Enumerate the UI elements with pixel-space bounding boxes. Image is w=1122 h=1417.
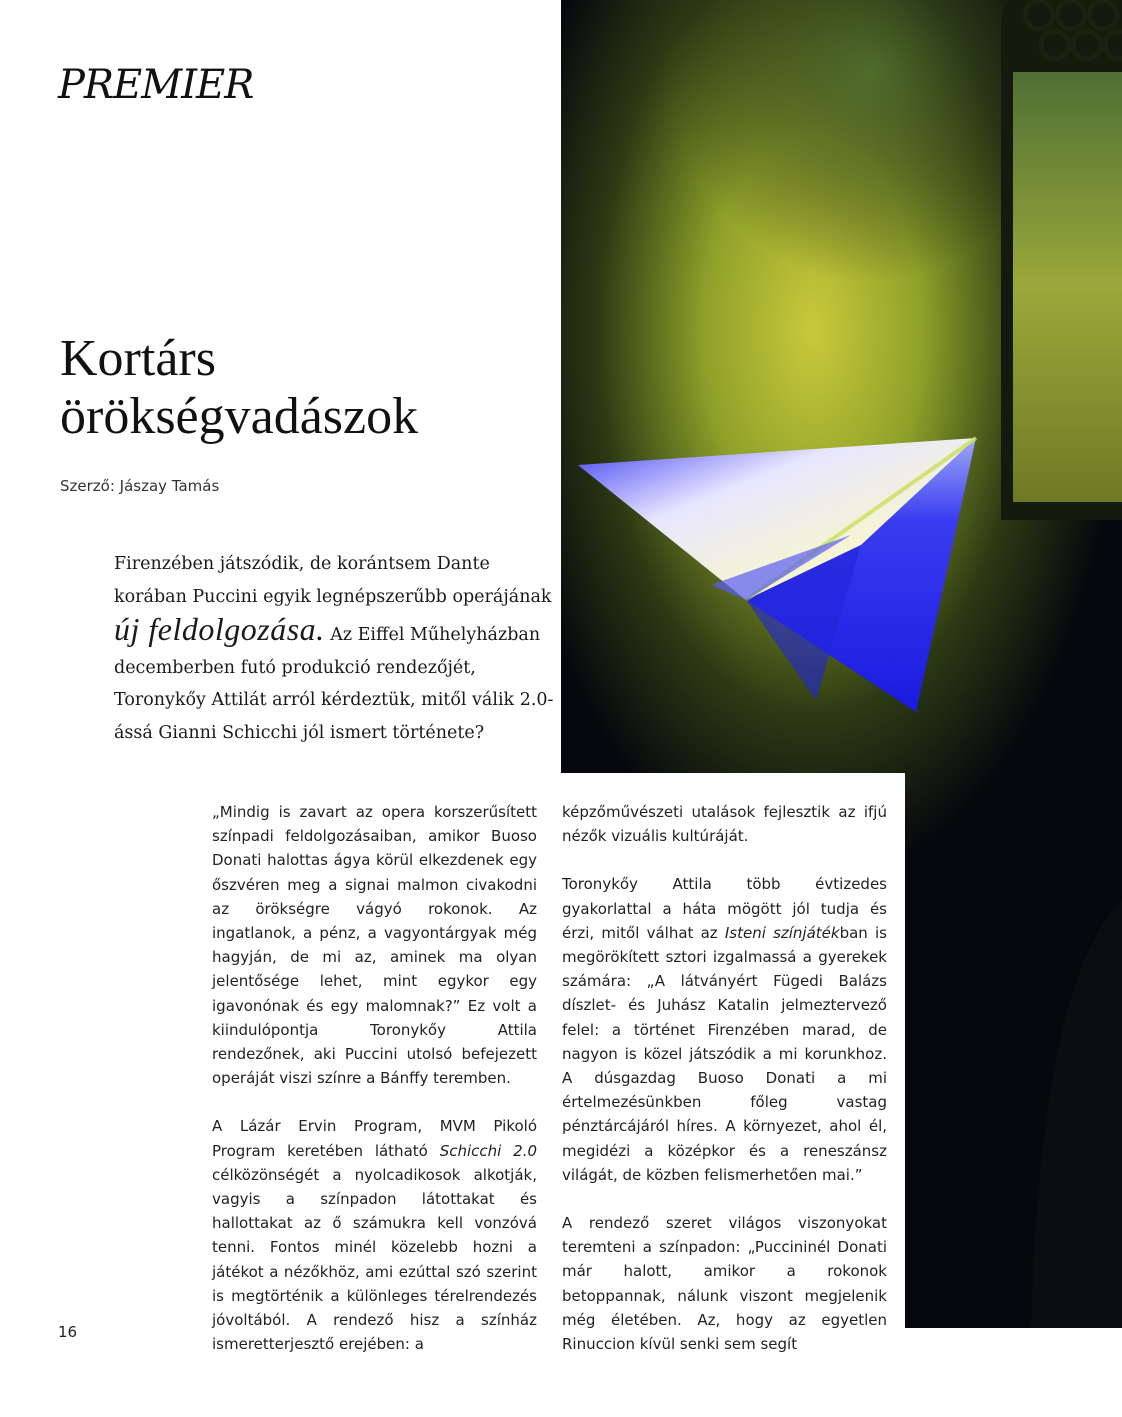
col2-p2-text-a: Toronykőy Attila több évtizedes gyakorlattal a háta mögött jól tudja és érzi, mitől válhat az bbox=[562, 875, 887, 942]
body-column-1 bbox=[212, 800, 537, 1380]
col2-p2-text-b: ban is megörökített sztori izgalmassá a gyerekek számára: „A látványért Fügedi Balázs díszlet- és Juhász Katalin jelmeztervező felel: a történet Firenzében marad, de nagyon is közel játszódik a mi korunkhoz. A dúsgazdag Buoso Donati a mi értelmezésünkben főleg vastag pénztárcájáról híres. A környezet, ahol él, megidézi a középkor és a reneszánsz világát, de közben felismerhetően mai.” bbox=[562, 923, 887, 1184]
col2-paragraph-3: A rendező szeret világos viszonyokat teremteni a színpadon: „Puccininél Donati már halott, amikor a rokonok betoppannak, nálunk viszont megjelenik még életében. Az, hogy az egyetlen Rinuccion kívül senki sem segít bbox=[562, 1214, 887, 1354]
author-byline: Szerző: Jászay Tamás bbox=[60, 477, 220, 495]
lead-emphasis: új feldolgozása. bbox=[114, 611, 325, 647]
col1-paragraph-1: „Mindig is zavart az opera korszerűsített színpadi feldolgozásaiban, amikor Buoso Donati halottas ágya körül elkezdenek egy őszvéren meg a signai malmon civakodni az örökségre vágyó rokonok. Az ingatlanok, a pénz, a vagyontárgyak még hagyján, de mi az, aminek ma olyan jelentősége lehet, mint egykor egy igavonónak és egy malomnak?” Ez volt a kiindulópontja Toronykőy Attila rendezőnek, aki Puccini utolsó befejezett operáját viszi színre a Bánffy teremben. bbox=[212, 803, 537, 1088]
lead-text-start: Firenzében játszódik, de korántsem Dante korában Puccini egyik legnépszerűbb operájának bbox=[114, 554, 552, 607]
page-number: 16 bbox=[58, 1323, 78, 1341]
title-line-2: örökségvadászok bbox=[60, 388, 419, 445]
lead-paragraph bbox=[114, 548, 554, 749]
body-column-2 bbox=[562, 800, 887, 1380]
article-title bbox=[60, 330, 560, 446]
title-line-1: Kortárs bbox=[60, 330, 216, 387]
window bbox=[1001, 0, 1122, 520]
col2-paragraph-2 bbox=[562, 872, 887, 1187]
col1-paragraph-2 bbox=[212, 1114, 537, 1356]
work-title: Isteni színjáték bbox=[724, 923, 840, 942]
col1-p2-text-a: A Lázár Ervin Program, MVM Pikoló Program keretében látható bbox=[212, 1117, 537, 1160]
lead-text-end: Az Eiffel Műhelyházban decemberben futó produkció rendezőjét, Toronykőy Attilát arról kérdeztük, mitől válik 2.0-ássá Gianni Schicchi jól ismert története? bbox=[114, 625, 554, 743]
col1-p2-text-b: célközönségét a nyolcadikosok alkotják, vagyis a színpadon látottakat és hallottakat az ő számukra kell vonzóvá tenni. Fontos minél közelebb hozni a játékot a nézőkhöz, ami ezúttal szó szerint is megtörténik a különleges térelrendezés jóvoltából. A rendező hisz a színház ismeretterjesztő erejében: a bbox=[212, 1165, 537, 1354]
col2-paragraph-1: képzőművészeti utalások fejlesztik az ifjú nézők vizuális kultúráját. bbox=[562, 803, 887, 846]
production-title: Schicchi 2.0 bbox=[439, 1141, 538, 1160]
section-label: PREMIER bbox=[58, 62, 254, 108]
